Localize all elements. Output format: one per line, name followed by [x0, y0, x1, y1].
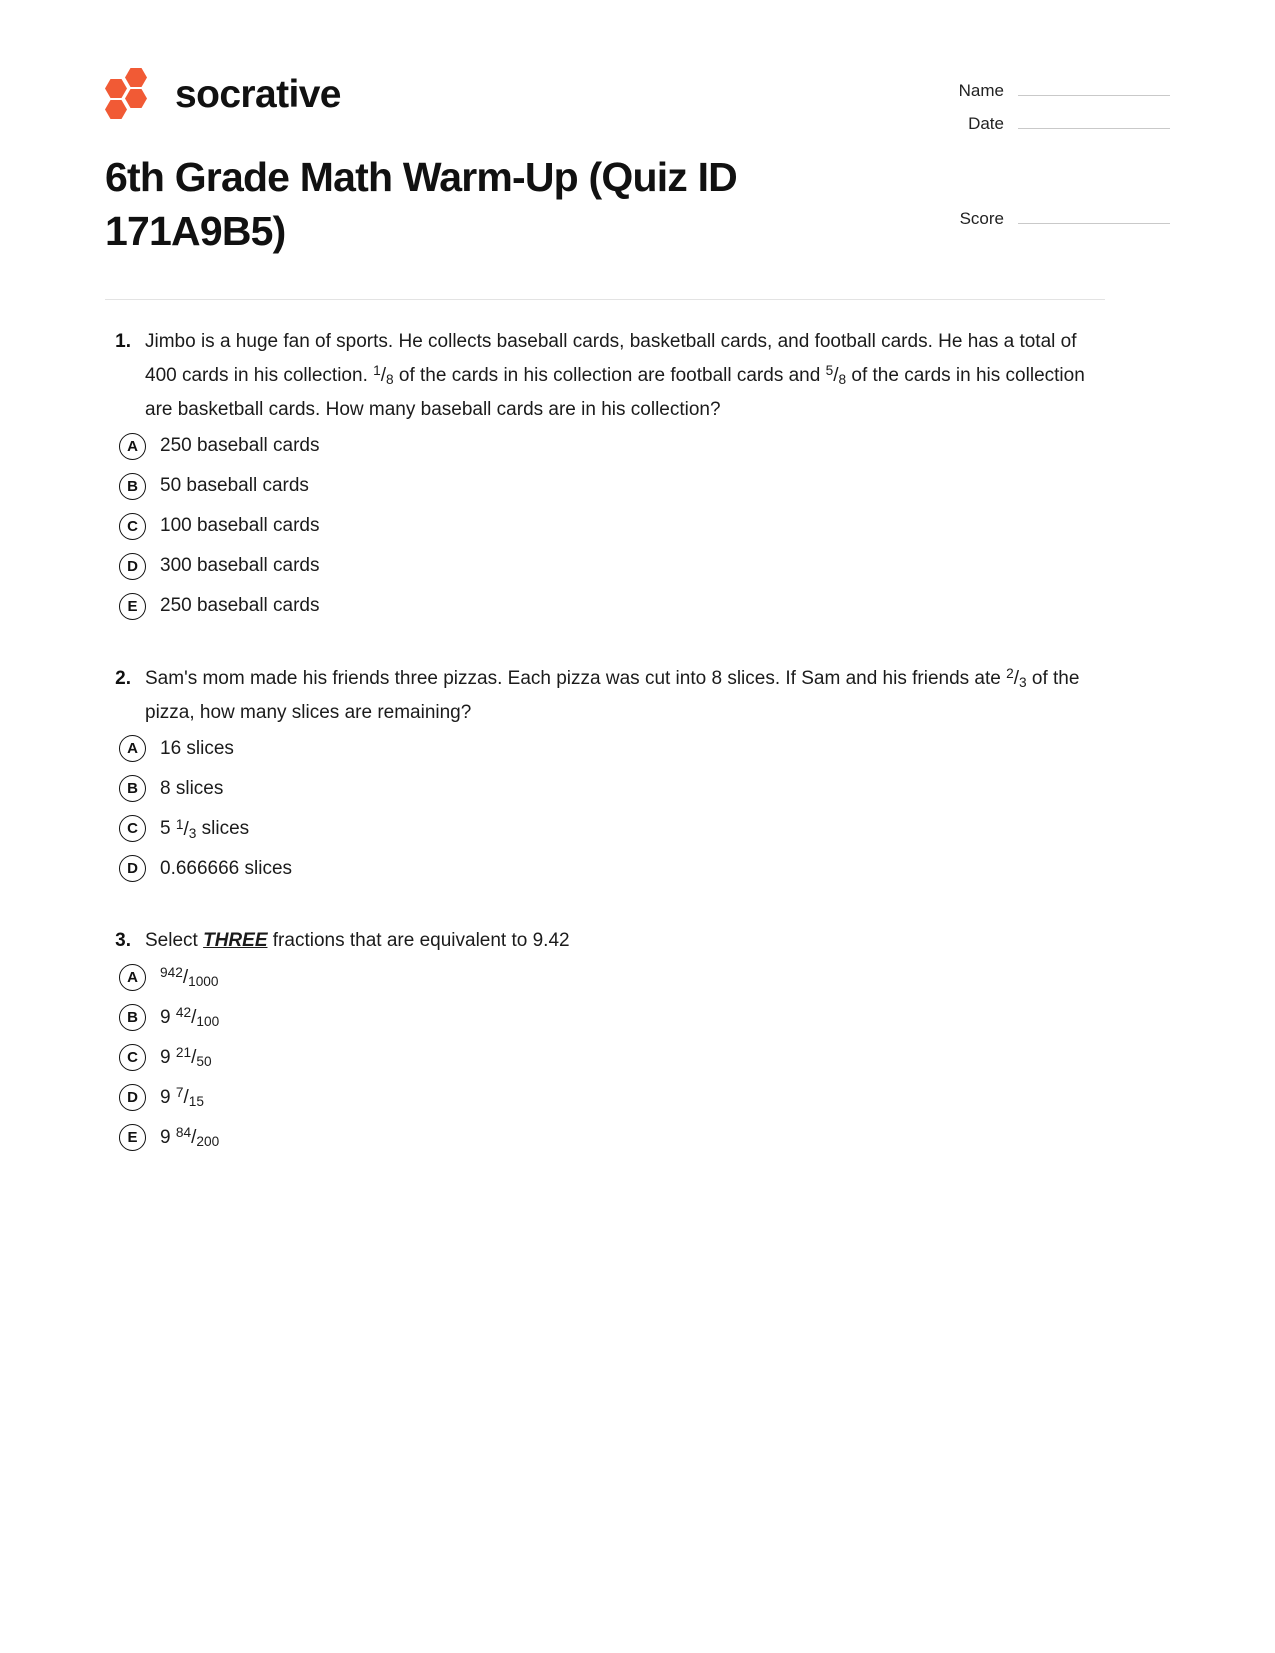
answer-choice-b[interactable] [105, 775, 1105, 802]
fraction [176, 1007, 219, 1028]
answer-choice-b[interactable] [105, 473, 1105, 500]
answer-choice-c[interactable] [105, 513, 1105, 540]
fraction-bar: / [191, 1007, 197, 1029]
question-number: 2. [115, 667, 131, 689]
date-field-row [924, 109, 1170, 134]
fraction-denominator: 200 [196, 1134, 220, 1150]
fraction [176, 1047, 212, 1068]
fraction-denominator: 3 [188, 825, 197, 841]
choice-bubble-e[interactable]: E [119, 1124, 146, 1151]
question-text [145, 325, 1105, 427]
text-run: of the cards in his collection are football cards and [393, 364, 826, 386]
answer-choice-c[interactable] [105, 815, 1105, 842]
choice-label: 50 baseball cards [160, 474, 309, 496]
fraction-denominator: 8 [838, 371, 847, 387]
fraction-bar: / [183, 1087, 189, 1109]
question-header [105, 325, 1105, 427]
fraction [176, 1127, 219, 1148]
answer-choices [105, 964, 1105, 1151]
choice-bubble-d[interactable]: D [119, 855, 146, 882]
fraction-bar: / [1013, 667, 1020, 689]
hexagon-icon-2 [125, 68, 147, 87]
text-run: 5 [160, 818, 176, 840]
score-field-row [924, 204, 1170, 229]
text-run: of the pizza, how many slices are remaining? [145, 667, 1080, 723]
question-header [105, 662, 1105, 730]
question-header [105, 924, 1105, 958]
choice-label: 250 baseball cards [160, 434, 320, 456]
fraction [825, 362, 847, 387]
answer-choice-e[interactable] [105, 593, 1105, 620]
choice-bubble-c[interactable]: C [119, 513, 146, 540]
fraction [176, 1087, 204, 1108]
choice-label: 100 baseball cards [160, 514, 320, 536]
choice-bubble-d[interactable]: D [119, 553, 146, 580]
answer-choice-c[interactable] [105, 1044, 1105, 1071]
text-run: 9 [160, 1007, 176, 1029]
choice-bubble-b[interactable]: B [119, 1004, 146, 1031]
socrative-logo [105, 68, 341, 120]
date-field-label: Date [968, 114, 1004, 133]
name-field-label: Name [958, 81, 1004, 100]
answer-choice-b[interactable] [105, 1004, 1105, 1031]
text-run: fractions that are equivalent to 9.42 [267, 930, 570, 952]
hexagon-icon-4 [105, 100, 127, 119]
fraction-denominator: 100 [196, 1014, 220, 1030]
question-text [145, 924, 1105, 958]
brand-name: socrative [175, 72, 341, 116]
choice-label [160, 1004, 219, 1031]
date-field-input[interactable] [1018, 109, 1170, 129]
choice-label: 250 baseball cards [160, 594, 320, 616]
fraction-numerator: 1 [373, 362, 381, 378]
answer-choices [105, 735, 1105, 882]
hexagon-icon-1 [105, 79, 127, 98]
fraction-bar: / [182, 967, 189, 989]
fraction-numerator: 21 [175, 1045, 192, 1061]
text-run: Sam's mom made his friends three pizzas. Each pizza was cut into 8 slices. If Sam and his friends ate [145, 667, 1007, 689]
choice-label [160, 1084, 204, 1111]
header-divider [105, 299, 1105, 300]
fraction-denominator: 8 [386, 371, 394, 387]
fraction-denominator: 1000 [188, 974, 219, 990]
fraction-bar: / [183, 818, 189, 840]
choice-bubble-e[interactable]: E [119, 593, 146, 620]
choice-label: 300 baseball cards [160, 554, 320, 576]
fraction-numerator: 42 [175, 1005, 192, 1021]
choice-label: 8 slices [160, 777, 224, 799]
choice-bubble-a[interactable]: A [119, 433, 146, 460]
choice-label [160, 1124, 219, 1151]
answer-choice-d[interactable] [105, 1084, 1105, 1111]
fraction-numerator: 7 [175, 1085, 184, 1101]
text-run: slices [196, 818, 250, 840]
fraction [373, 362, 394, 387]
text-run: Select [145, 930, 204, 952]
answer-choice-d[interactable] [105, 553, 1105, 580]
answer-choices [105, 433, 1105, 620]
answer-choice-a[interactable] [105, 735, 1105, 762]
emphasized-text: THREE [203, 930, 268, 952]
fraction-numerator: 2 [1006, 665, 1014, 681]
fraction-bar: / [380, 364, 387, 386]
text-run: 9 [160, 1047, 176, 1069]
fraction [175, 816, 197, 841]
fraction-numerator: 5 [825, 362, 834, 378]
fraction-denominator: 3 [1019, 674, 1027, 690]
question-text [145, 662, 1105, 730]
score-field-input[interactable] [1018, 204, 1170, 224]
choice-label: 0.666666 slices [160, 857, 293, 879]
text-run: 9 [160, 1127, 176, 1149]
question-number: 1. [115, 331, 131, 352]
name-field-row [924, 76, 1170, 101]
text-run: Jimbo is a huge fan of sports. He collects baseball cards, basketball cards, and football cards. He has a total of 400 cards in his collection. [145, 331, 1077, 386]
page-title: 6th Grade Math Warm-Up (Quiz ID 171A9B5) [105, 154, 737, 255]
question-list [105, 325, 1105, 1193]
choice-bubble-a[interactable]: A [119, 964, 146, 991]
fraction-bar: / [833, 364, 839, 386]
choice-bubble-c[interactable]: C [119, 815, 146, 842]
question-number: 3. [115, 930, 131, 952]
choice-label [160, 964, 219, 991]
text-run: 9 [160, 1087, 176, 1109]
choice-bubble-d[interactable]: D [119, 1084, 146, 1111]
text-run: of the cards in his collection are basketball cards. How many baseball cards are in his collection? [145, 364, 1085, 420]
choice-bubble-a[interactable]: A [119, 735, 146, 762]
student-info-fields [924, 58, 1170, 237]
choice-label [160, 815, 249, 842]
socrative-hexagon-icon [105, 68, 157, 120]
answer-choice-a[interactable] [105, 433, 1105, 460]
fraction-numerator: 942 [160, 965, 183, 981]
fraction-denominator: 50 [196, 1054, 212, 1070]
score-field-label: Score [959, 209, 1004, 228]
answer-choice-a[interactable] [105, 964, 1105, 991]
answer-choice-e[interactable] [105, 1124, 1105, 1151]
choice-label: 16 slices [160, 737, 234, 759]
question [105, 325, 1105, 620]
fraction-denominator: 15 [188, 1094, 204, 1110]
choice-label [160, 1044, 212, 1071]
fraction-numerator: 1 [175, 816, 184, 832]
fraction-bar: / [191, 1127, 197, 1149]
answer-choice-d[interactable] [105, 855, 1105, 882]
choice-bubble-c[interactable]: C [119, 1044, 146, 1071]
fraction [1006, 665, 1027, 690]
fraction [160, 967, 219, 988]
name-field-input[interactable] [1018, 76, 1170, 96]
question [105, 924, 1105, 1151]
fraction-numerator: 84 [175, 1125, 192, 1141]
hexagon-icon-3 [125, 89, 147, 108]
question [105, 662, 1105, 883]
page-title-block [105, 150, 835, 258]
choice-bubble-b[interactable]: B [119, 775, 146, 802]
choice-bubble-b[interactable]: B [119, 473, 146, 500]
fraction-bar: / [191, 1047, 197, 1069]
